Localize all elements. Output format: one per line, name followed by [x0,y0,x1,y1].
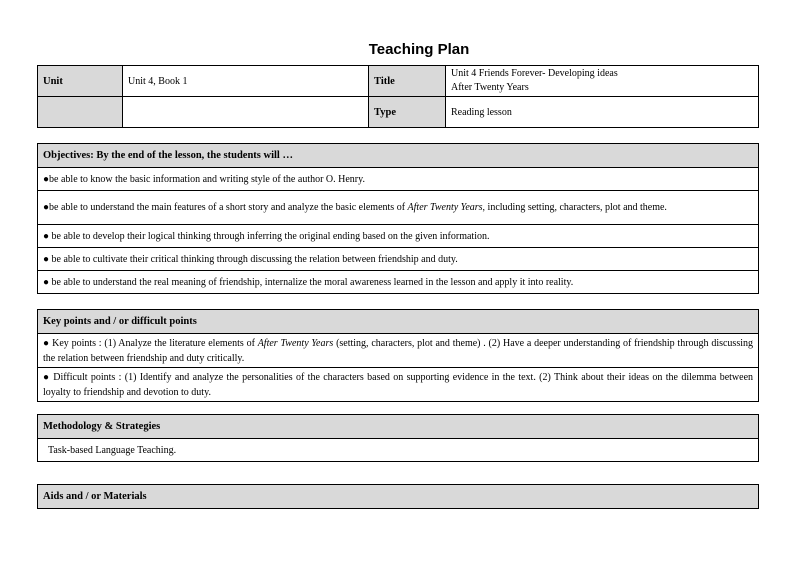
page-title: Teaching Plan [368,41,470,58]
objective-text: be able to develop their logical thinking through inferring the original ending based on the given information. [51,230,490,242]
objective-text: be able to know the basic information and writing style of the author O. Henry. [49,173,365,185]
empty-cell [123,97,369,128]
key-points-text-tail: (setting, characters, plot and theme) . (2) Have a deeper understanding of friendship through discussing the relation between friendship and duty critically. [43,337,753,364]
bullet-icon: ● [43,202,50,213]
objectives-table [37,143,759,294]
key-points-text: Key points : (1) Analyze the literature elements of [52,337,255,349]
info-table [37,65,759,128]
title-value [446,66,759,97]
bullet-icon: ● [43,276,50,288]
unit-value: Unit 4, Book 1 [123,66,369,97]
aids-header: Aids and / or Materials [38,485,759,509]
bullet-icon: ● [43,173,50,185]
objective-text: be able to understand the real meaning of friendship, internalize the moral awareness learned in the lesson and apply it into reality. [51,276,574,288]
title-value-line1: Unit 4 Friends Forever- Developing ideas [451,68,618,79]
title-label: Title [369,66,446,97]
unit-label: Unit [38,66,123,97]
objective-text: be able to understand the main features of a short story and analyze the basic elements of [49,202,406,213]
objective-item [38,248,759,271]
objectives-header: Objectives: By the end of the lesson, the students will … [38,144,759,168]
bullet-icon: ● [43,371,50,383]
keypoints-table [37,309,759,402]
aids-table [37,484,759,509]
bullet-icon: ● [43,253,50,265]
objective-item [38,168,759,191]
objective-italic-title: After Twenty Years [407,202,483,213]
title-value-line2: After Twenty Years [451,82,529,93]
methodology-table [37,414,759,462]
bullet-icon: ● [43,230,50,242]
empty-shaded-cell [38,97,123,128]
key-points-item [38,334,759,368]
objective-text: be able to cultivate their critical thinking through discussing the relation between friendship and duty. [51,253,458,265]
type-value: Reading lesson [446,97,759,128]
key-points-italic-title: After Twenty Years [257,337,334,349]
objective-item [38,191,759,225]
difficult-points-item [38,368,759,402]
objective-item [38,271,759,294]
methodology-value: Task-based Language Teaching. [38,439,759,462]
objective-text-tail: , including setting, characters, plot and theme. [482,202,667,213]
difficult-points-text: Difficult points : (1) Identify and analyze the personalities of the characters based on supporting evidence in the text. (2) Think about their ideas on the dilemma between loyalty to friendship and devotion to duty. [43,371,754,398]
bullet-icon: ● [43,337,50,349]
methodology-header: Methodology & Strategies [38,415,759,439]
keypoints-header: Key points and / or difficult points [38,310,759,334]
objective-item [38,225,759,248]
type-label: Type [369,97,446,128]
